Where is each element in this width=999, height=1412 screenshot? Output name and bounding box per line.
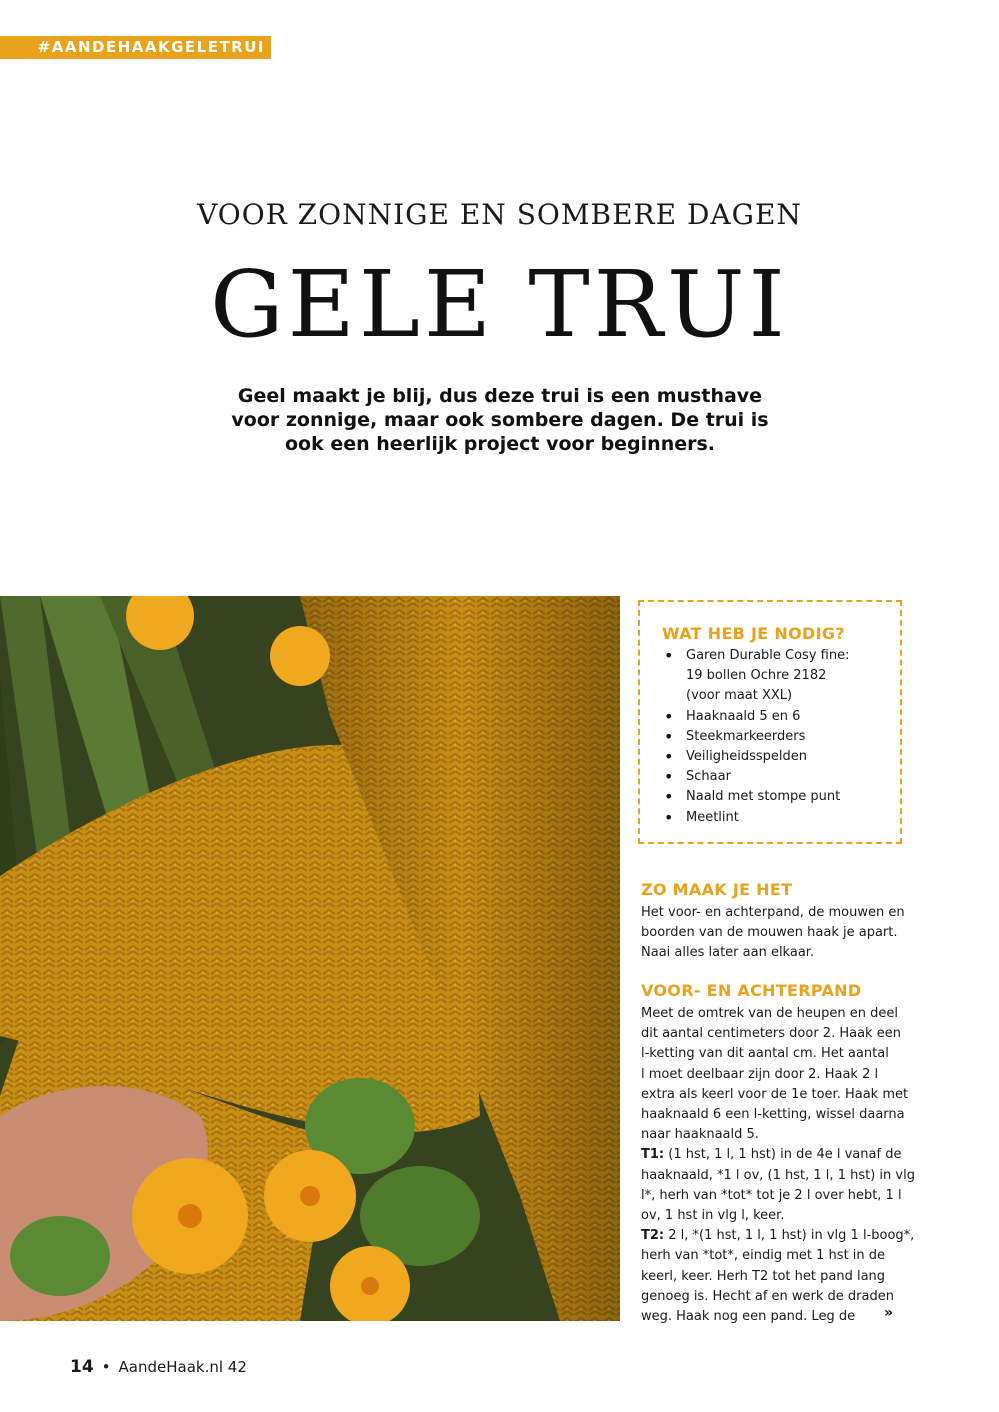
- list-item-line: 19 bollen Ochre 2182: [686, 668, 827, 684]
- list-item: [662, 747, 849, 767]
- intro-line: ook een heerlijk project voor beginners.: [284, 433, 716, 455]
- list-item: [662, 707, 849, 727]
- row-label-t1: T1:: [641, 1147, 665, 1163]
- list-item: [662, 767, 849, 787]
- body-line: haaknaald 6 een l-ketting, wissel daarna: [641, 1107, 905, 1123]
- body-line: herh van *tot*, eindig met 1 hst in de: [641, 1248, 886, 1264]
- materials-heading: WAT HEB JE NODIG?: [662, 624, 845, 643]
- body-line: [641, 1145, 911, 1165]
- list-item-line: • Meetlint: [686, 809, 739, 825]
- section-body-zo-maak-je-het: [641, 903, 911, 964]
- page-number: 14: [70, 1357, 94, 1377]
- body-line: keerl, keer. Herh T2 tot het pand lang: [641, 1268, 886, 1284]
- body-line: l moet deelbaar zijn door 2. Haak 2 l: [641, 1066, 879, 1082]
- sweater-photo: [0, 596, 620, 1321]
- list-item: [662, 646, 849, 707]
- body-line: naar haaknaald 5.: [641, 1127, 759, 1143]
- body-line: Het voor- en achterpand, de mouwen en: [641, 905, 905, 920]
- list-item-line: (voor maat XXL): [686, 688, 793, 704]
- kicker: VOOR ZONNIGE EN SOMBERE DAGEN: [197, 198, 802, 231]
- hashtag-banner: #AANDEHAAKGELETRUI: [0, 36, 271, 59]
- continue-arrow-icon: »: [884, 1305, 894, 1321]
- body-line: boorden van de mouwen haak je apart.: [641, 925, 898, 941]
- body-line: dit aantal centimeters door 2. Haak een: [641, 1026, 901, 1042]
- body-line: extra als keerl voor de 1e toer. Haak met: [641, 1086, 909, 1102]
- body-line: l-ketting van dit aantal cm. Het aantal: [641, 1046, 889, 1062]
- section-heading-voor-en-achterpand: VOOR- EN ACHTERPAND: [641, 981, 862, 1000]
- row-label-t2: T2:: [641, 1228, 665, 1244]
- magazine-name: AandeHaak.nl 42: [118, 1358, 247, 1376]
- body-line: [641, 1226, 915, 1246]
- list-item-line: • Schaar: [686, 769, 731, 785]
- intro-line: Geel maakt je blij, dus deze trui is een musthave: [237, 385, 763, 407]
- body-line: ov, 1 hst in vlg l, keer.: [641, 1208, 785, 1224]
- list-item-line: • Steekmarkeerders: [686, 728, 806, 744]
- materials-list: [662, 646, 849, 828]
- body-line: Naai alles later aan elkaar.: [641, 945, 815, 961]
- list-item: [662, 727, 849, 747]
- page-footer: [70, 1357, 247, 1377]
- list-item: [662, 808, 849, 828]
- body-text: 2 l, *(1 hst, 1 l, 1 hst) in vlg 1 l-boog*,: [664, 1228, 915, 1244]
- body-line: haaknaald, *1 l ov, (1 hst, 1 l, 1 hst) in vlg: [641, 1167, 915, 1183]
- body-text: (1 hst, 1 l, 1 hst) in de 4e l vanaf de: [664, 1147, 902, 1163]
- materials-box: [638, 600, 902, 844]
- page-title: GELE TRUI: [210, 251, 789, 358]
- intro-line: voor zonnige, maar ook sombere dagen. De trui is: [231, 409, 769, 431]
- list-item-line: • Garen Durable Cosy fine:: [686, 648, 850, 663]
- list-item-line: • Haaknaald 5 en 6: [686, 708, 801, 724]
- intro-text: [200, 384, 800, 456]
- sweater-illustration: [0, 596, 620, 1321]
- list-item-line: • Veiligheidsspelden: [686, 749, 807, 765]
- section-body-voor-en-achterpand: [641, 1004, 915, 1327]
- body-line: Meet de omtrek van de heupen en deel: [641, 1006, 898, 1021]
- list-item-line: • Naald met stompe punt: [686, 789, 841, 805]
- list-item: [662, 787, 849, 807]
- body-line: genoeg is. Hecht af en werk de draden: [641, 1288, 894, 1304]
- body-line: weg. Haak nog een pand. Leg de: [641, 1309, 856, 1325]
- body-line: l*, herh van *tot* tot je 2 l over hebt, 1 l: [641, 1187, 902, 1203]
- footer-separator: •: [101, 1358, 111, 1376]
- section-heading-zo-maak-je-het: ZO MAAK JE HET: [641, 880, 793, 899]
